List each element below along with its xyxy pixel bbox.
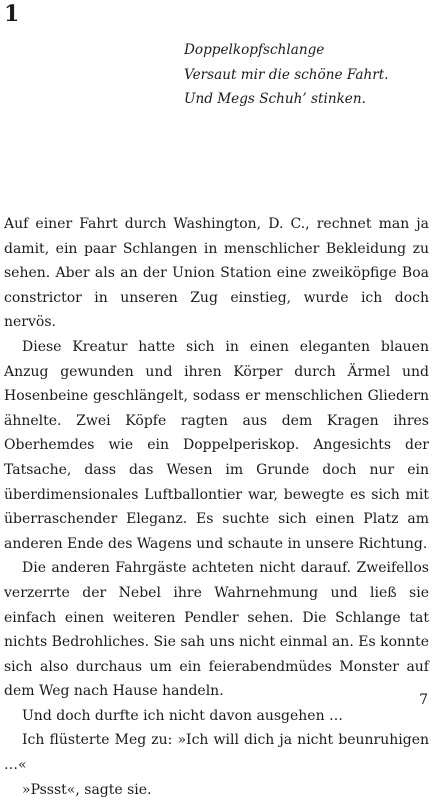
epigraph-line: Doppelkopfschlange (184, 42, 325, 58)
paragraph: Und doch durfte ich nicht davon ausgehen … (22, 707, 344, 724)
paragraph: Auf einer Fahrt durch Washington, D. C., rechnet man ja damit, ein paar Schlangen in menschlicher Bekleidung zu sehen. Aber als an der Union Station eine zweiköpfige Boa constrictor in unseren Zug einstieg, wurde ich doch nervös. (4, 216, 429, 331)
paragraph: Ich flüsterte Meg zu: »Ich will dich ja nicht beunruhigen …« (4, 732, 429, 774)
epigraph-line: Versaut mir die schöne Fahrt. (184, 66, 389, 83)
chapter-body-text (4, 212, 429, 802)
chapter-number: 1 (4, 1, 20, 27)
epigraph-line: Und Megs Schuh’ stinken. (184, 91, 366, 107)
paragraph: »Pssst«, sagte sie. (22, 781, 152, 798)
paragraph: Diese Kreatur hatte sich in einen eleganten blauen Anzug gewunden und ihren Körper durch Ärmel und Hosenbeine geschlängelt, sodass er menschlichen Gliedern ähnelte. Zwei Köpfe ragten aus dem Kragen ihres Oberhemdes wie ein Doppelperiskop. Angesichts der Tatsache, dass das Wesen im Grunde doch nur ein überdimensionales Luftballontier war, bewegte es sich mit überraschender Eleganz. Es suchte sich einen Platz am anderen Ende des Wagens und schaute in unsere Richtung. (4, 338, 429, 552)
epigraph-haiku (184, 38, 389, 112)
page-number: 7 (419, 692, 428, 708)
paragraph: Die anderen Fahrgäste achteten nicht darauf. Zweifellos verzerrte der Nebel ihre Wahrnehmung und ließ sie einfach einen weiteren Pendler sehen. Die Schlange tat nichts Bedrohliches. Sie sah uns nicht einmal an. Es konnte sich also durchaus um ein feierabendmüdes Monster auf dem Weg nach Hause handeln. (4, 560, 429, 700)
